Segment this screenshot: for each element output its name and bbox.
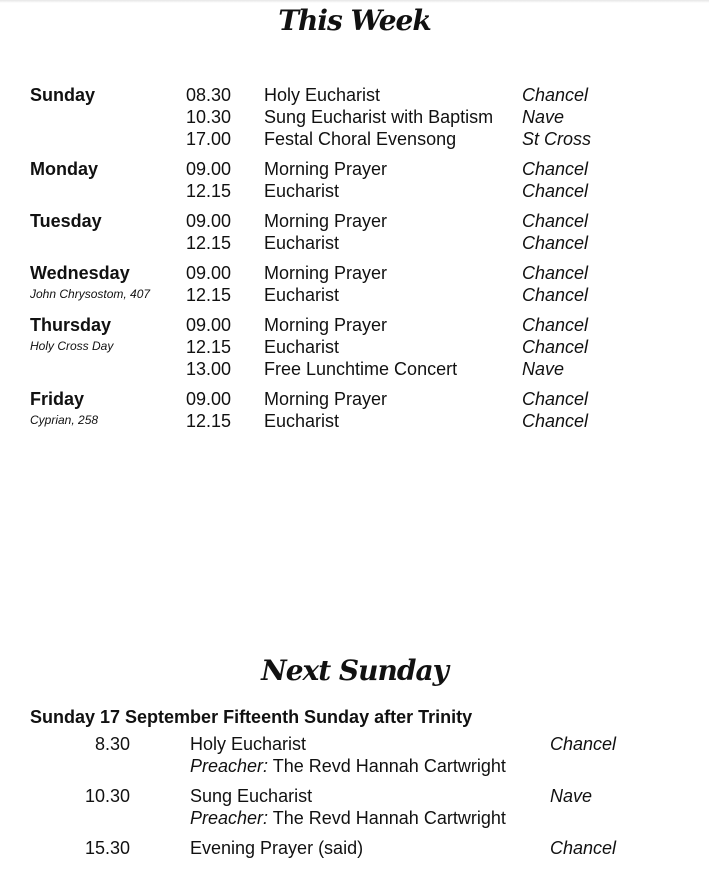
day-block xyxy=(30,210,690,254)
service-location: Chancel xyxy=(522,211,589,231)
service-time: 12.15 xyxy=(186,233,232,253)
service-time: 09.00 xyxy=(186,263,232,283)
service-time: 12.15 xyxy=(186,285,232,305)
day-block xyxy=(30,84,690,150)
day-block xyxy=(30,262,690,306)
this-week-heading: This Week xyxy=(278,4,431,37)
service-time: 08.30 xyxy=(186,85,232,105)
service-row xyxy=(30,232,690,254)
service-name: Eucharist xyxy=(264,337,340,357)
service-time: 12.15 xyxy=(186,337,232,357)
service-time: 09.00 xyxy=(186,389,232,409)
next-service-row xyxy=(30,733,690,777)
service-location: Nave xyxy=(522,359,565,379)
service-row xyxy=(30,388,690,410)
service-location: Chancel xyxy=(522,233,589,253)
service-location: Chancel xyxy=(522,411,589,431)
service-name: Festal Choral Evensong xyxy=(264,129,457,149)
service-location: Chancel xyxy=(522,315,589,335)
next-sunday-date: Sunday 17 September Fifteenth Sunday after Trinity xyxy=(30,707,473,727)
service-row xyxy=(30,106,690,128)
service-time: 8.30 xyxy=(94,734,130,754)
next-sunday-schedule xyxy=(30,733,690,867)
service-location: Nave xyxy=(522,107,565,127)
service-name: Morning Prayer xyxy=(264,389,388,409)
service-location: Chancel xyxy=(550,838,617,858)
service-time: 12.15 xyxy=(186,411,232,431)
service-location: Chancel xyxy=(522,337,589,357)
service-name: Holy Eucharist xyxy=(190,734,307,754)
service-row xyxy=(30,284,690,306)
day-block xyxy=(30,388,690,432)
service-time: 15.30 xyxy=(84,838,130,858)
service-time: 17.00 xyxy=(186,129,232,149)
service-row xyxy=(30,180,690,202)
service-row xyxy=(30,358,690,380)
service-name: Holy Eucharist xyxy=(264,85,381,105)
service-row xyxy=(30,410,690,432)
service-time: 10.30 xyxy=(84,786,130,806)
service-time: 12.15 xyxy=(186,181,232,201)
service-time: 13.00 xyxy=(186,359,232,379)
service-location: Chancel xyxy=(522,181,589,201)
service-time: 09.00 xyxy=(186,159,232,179)
service-row xyxy=(30,158,690,180)
service-name: Morning Prayer xyxy=(264,315,388,335)
service-name: Sung Eucharist with Baptism xyxy=(264,107,494,127)
service-location: St Cross xyxy=(522,129,592,149)
service-row xyxy=(30,84,690,106)
this-week-schedule xyxy=(30,84,690,440)
service-name: Morning Prayer xyxy=(264,263,388,283)
day-name: Wednesday xyxy=(30,263,130,283)
day-block xyxy=(30,314,690,380)
service-name: Sung Eucharist xyxy=(190,786,313,806)
service-time: 10.30 xyxy=(186,107,232,127)
service-location: Chancel xyxy=(522,85,589,105)
day-name: Friday xyxy=(30,389,85,409)
service-name: Eucharist xyxy=(264,181,340,201)
preacher-label: Preacher: xyxy=(190,808,269,828)
service-row xyxy=(30,314,690,336)
top-divider xyxy=(0,0,709,3)
day-commemoration: Cyprian, 258 xyxy=(30,413,99,427)
next-service-row xyxy=(30,837,690,859)
day-name: Tuesday xyxy=(30,211,102,231)
service-name: Evening Prayer (said) xyxy=(190,838,364,858)
service-row xyxy=(30,128,690,150)
service-detail xyxy=(190,785,506,829)
service-location: Nave xyxy=(550,786,593,806)
service-name: Eucharist xyxy=(264,411,340,431)
service-location: Chancel xyxy=(522,159,589,179)
service-name: Free Lunchtime Concert xyxy=(264,359,458,379)
service-time: 09.00 xyxy=(186,211,232,231)
service-preacher xyxy=(190,807,506,829)
service-time: 09.00 xyxy=(186,315,232,335)
preacher-name: The Revd Hannah Cartwright xyxy=(268,756,506,776)
next-service-row xyxy=(30,785,690,829)
day-name: Monday xyxy=(30,159,99,179)
service-row xyxy=(30,210,690,232)
service-row xyxy=(30,262,690,284)
service-name: Eucharist xyxy=(264,233,340,253)
day-name: Sunday xyxy=(30,85,96,105)
day-block xyxy=(30,158,690,202)
day-commemoration: Holy Cross Day xyxy=(30,339,114,353)
service-location: Chancel xyxy=(522,389,589,409)
service-location: Chancel xyxy=(522,285,589,305)
service-detail xyxy=(190,837,363,859)
preacher-label: Preacher: xyxy=(190,756,269,776)
service-name: Morning Prayer xyxy=(264,211,388,231)
service-location: Chancel xyxy=(522,263,589,283)
service-name: Eucharist xyxy=(264,285,340,305)
next-sunday-heading: Next Sunday xyxy=(261,654,448,687)
day-name: Thursday xyxy=(30,315,112,335)
service-row xyxy=(30,336,690,358)
service-location: Chancel xyxy=(550,734,617,754)
service-name: Morning Prayer xyxy=(264,159,388,179)
service-preacher xyxy=(190,755,506,777)
service-detail xyxy=(190,733,506,777)
day-commemoration: John Chrysostom, 407 xyxy=(30,287,151,301)
preacher-name: The Revd Hannah Cartwright xyxy=(268,808,506,828)
